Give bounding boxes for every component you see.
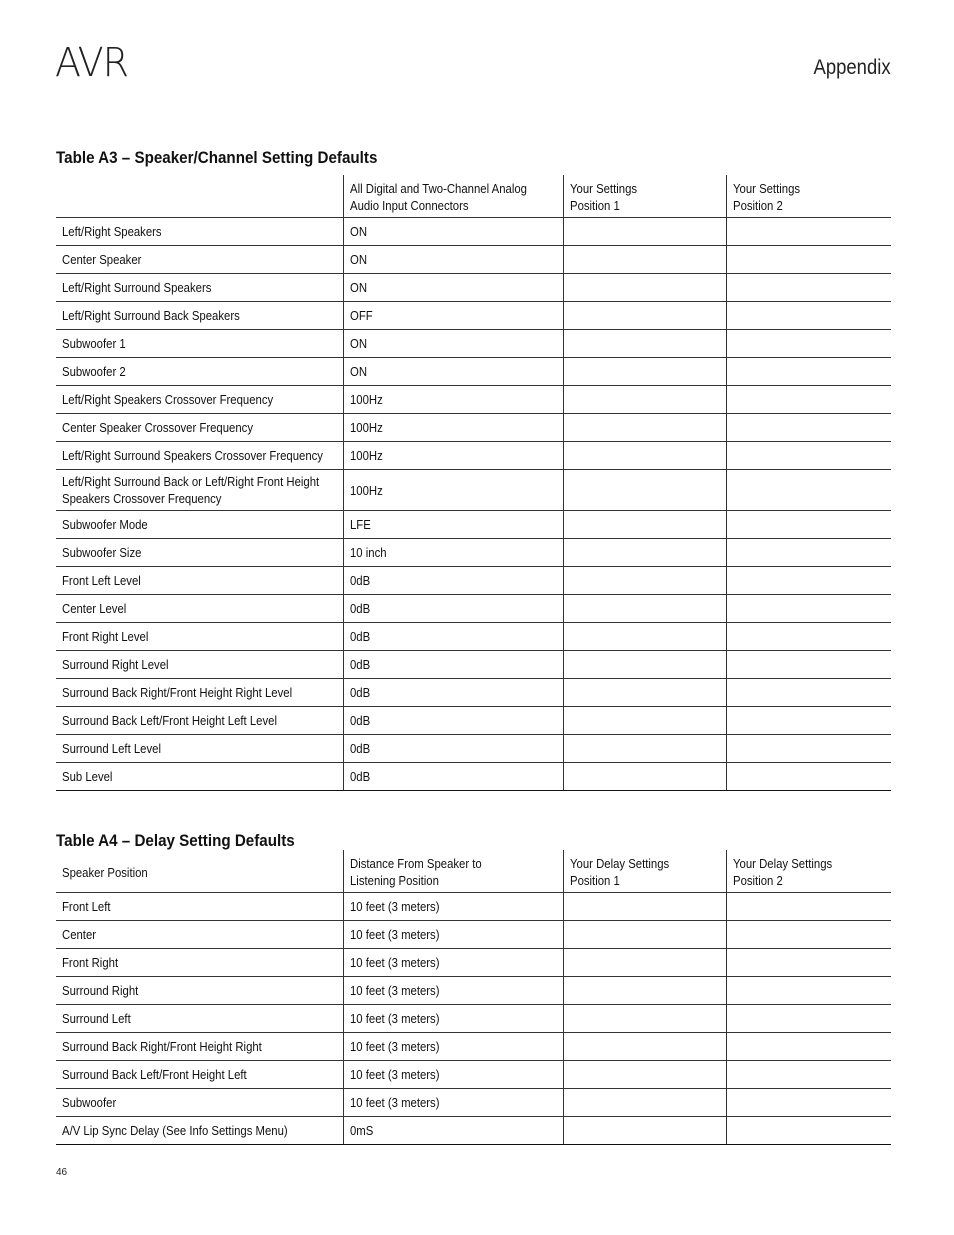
cell-settings-position-1 [563,386,726,414]
cell-settings-position-1 [563,1117,726,1145]
cell-default: 0dB [343,567,563,595]
cell-parameter: Sub Level [56,763,343,791]
table-row [56,386,891,414]
cell-default: 0dB [343,735,563,763]
cell-settings-position-2 [726,386,891,414]
cell-settings-position-2 [726,218,891,246]
cell-default: OFF [343,302,563,330]
table-row [56,893,891,921]
table-row [56,707,891,735]
cell-settings-position-2 [726,651,891,679]
cell-settings-position-1 [563,1089,726,1117]
cell-settings-position-2 [726,442,891,470]
table-row [56,511,891,539]
cell-default: 0dB [343,595,563,623]
cell-parameter: Left/Right Surround Speakers [56,274,343,302]
cell-default: ON [343,274,563,302]
cell-settings-position-2 [726,977,891,1005]
cell-parameter: Subwoofer Mode [56,511,343,539]
cell-default: 10 inch [343,539,563,567]
cell-settings-position-1 [563,623,726,651]
table-row [56,218,891,246]
cell-settings-position-1 [563,1033,726,1061]
cell-settings-position-1 [563,567,726,595]
cell-settings-position-2 [726,511,891,539]
cell-parameter: Surround Back Left/Front Height Left [56,1061,343,1089]
cell-default: 100Hz [343,442,563,470]
column-header-settings-position-2: Your Delay Settings Position 2 [726,850,891,893]
cell-parameter: Subwoofer [56,1089,343,1117]
cell-parameter: Front Right Level [56,623,343,651]
cell-default: 0dB [343,623,563,651]
cell-parameter: Surround Left Level [56,735,343,763]
cell-default: 0dB [343,707,563,735]
table-row [56,1033,891,1061]
column-header-settings-position-1: Your Delay Settings Position 1 [563,850,726,893]
table-row [56,1117,891,1145]
table-row [56,1005,891,1033]
cell-default: 10 feet (3 meters) [343,1061,563,1089]
table-row [56,358,891,386]
cell-settings-position-2 [726,539,891,567]
cell-parameter: Surround Right Level [56,651,343,679]
cell-parameter: Center Level [56,595,343,623]
table-row [56,330,891,358]
cell-parameter: Left/Right Surround Speakers Crossover Frequency [56,442,343,470]
cell-settings-position-1 [563,274,726,302]
cell-settings-position-1 [563,707,726,735]
cell-settings-position-1 [563,358,726,386]
table-row [56,1089,891,1117]
table-row [56,470,891,511]
cell-default: 10 feet (3 meters) [343,977,563,1005]
cell-settings-position-2 [726,1117,891,1145]
cell-parameter: A/V Lip Sync Delay (See Info Settings Menu) [56,1117,343,1145]
cell-settings-position-2 [726,893,891,921]
cell-settings-position-2 [726,330,891,358]
cell-default: 10 feet (3 meters) [343,921,563,949]
cell-settings-position-2 [726,470,891,511]
cell-settings-position-1 [563,893,726,921]
cell-parameter: Front Left [56,893,343,921]
table-row [56,302,891,330]
cell-default: 10 feet (3 meters) [343,949,563,977]
cell-settings-position-1 [563,470,726,511]
cell-parameter: Left/Right Surround Back or Left/Right Front Height Speakers Crossover Frequency [56,470,343,511]
cell-settings-position-2 [726,1033,891,1061]
cell-parameter: Surround Right [56,977,343,1005]
cell-parameter: Left/Right Speakers Crossover Frequency [56,386,343,414]
column-header-default: Distance From Speaker to Listening Position [343,850,563,893]
cell-parameter: Left/Right Speakers [56,218,343,246]
cell-default: 100Hz [343,386,563,414]
cell-default: ON [343,246,563,274]
table-row [56,921,891,949]
cell-default: 0dB [343,763,563,791]
table-row [56,595,891,623]
cell-parameter: Center Speaker Crossover Frequency [56,414,343,442]
cell-settings-position-2 [726,735,891,763]
cell-default: 100Hz [343,470,563,511]
column-header-settings-position-1: Your Settings Position 1 [563,175,726,218]
cell-settings-position-1 [563,949,726,977]
cell-settings-position-1 [563,539,726,567]
cell-settings-position-1 [563,511,726,539]
table-row [56,651,891,679]
cell-parameter: Surround Back Left/Front Height Left Level [56,707,343,735]
table-row [56,414,891,442]
cell-settings-position-2 [726,1005,891,1033]
cell-default: 0dB [343,651,563,679]
table-header-row [56,850,891,893]
cell-settings-position-2 [726,595,891,623]
cell-default: 10 feet (3 meters) [343,1033,563,1061]
table-a3-title: Table A3 – Speaker/Channel Setting Defaults [56,149,378,167]
cell-settings-position-2 [726,358,891,386]
cell-parameter: Subwoofer 1 [56,330,343,358]
cell-settings-position-1 [563,414,726,442]
cell-settings-position-1 [563,302,726,330]
cell-settings-position-1 [563,735,726,763]
cell-default: 10 feet (3 meters) [343,1005,563,1033]
table-a4 [56,850,891,1145]
cell-default: ON [343,358,563,386]
table-row [56,679,891,707]
cell-settings-position-1 [563,977,726,1005]
cell-settings-position-2 [726,567,891,595]
cell-settings-position-1 [563,1061,726,1089]
table-a4-title: Table A4 – Delay Setting Defaults [56,832,295,850]
cell-default: ON [343,330,563,358]
cell-settings-position-1 [563,921,726,949]
cell-default: 0dB [343,679,563,707]
cell-parameter: Subwoofer Size [56,539,343,567]
cell-parameter: Surround Back Right/Front Height Right [56,1033,343,1061]
table-row [56,1061,891,1089]
cell-parameter: Center Speaker [56,246,343,274]
page-number: 46 [56,1167,68,1178]
cell-parameter: Front Left Level [56,567,343,595]
table-row [56,567,891,595]
table-row [56,623,891,651]
cell-parameter: Front Right [56,949,343,977]
cell-settings-position-1 [563,330,726,358]
cell-settings-position-2 [726,623,891,651]
column-header-default: All Digital and Two-Channel Analog Audio Input Connectors [343,175,563,218]
table-row [56,763,891,791]
table-header-row [56,175,891,218]
cell-default: ON [343,218,563,246]
cell-settings-position-2 [726,1089,891,1117]
table-row [56,977,891,1005]
table-row [56,735,891,763]
cell-parameter: Left/Right Surround Back Speakers [56,302,343,330]
cell-settings-position-1 [563,651,726,679]
cell-settings-position-1 [563,595,726,623]
column-header-parameter: Speaker Position [56,850,343,893]
cell-parameter: Subwoofer 2 [56,358,343,386]
table-row [56,246,891,274]
cell-settings-position-1 [563,246,726,274]
cell-parameter: Surround Left [56,1005,343,1033]
cell-settings-position-2 [726,414,891,442]
cell-settings-position-2 [726,302,891,330]
table-a3 [56,175,891,791]
cell-settings-position-1 [563,679,726,707]
column-header-settings-position-2: Your Settings Position 2 [726,175,891,218]
table-row [56,442,891,470]
table-row [56,949,891,977]
cell-settings-position-2 [726,1061,891,1089]
cell-default: 10 feet (3 meters) [343,1089,563,1117]
cell-default: 0mS [343,1117,563,1145]
cell-parameter: Center [56,921,343,949]
cell-settings-position-2 [726,763,891,791]
cell-default: 10 feet (3 meters) [343,893,563,921]
table-row [56,539,891,567]
cell-parameter: Surround Back Right/Front Height Right Level [56,679,343,707]
cell-settings-position-2 [726,921,891,949]
cell-settings-position-2 [726,949,891,977]
cell-default: LFE [343,511,563,539]
cell-settings-position-1 [563,1005,726,1033]
cell-settings-position-2 [726,246,891,274]
cell-settings-position-1 [563,218,726,246]
cell-settings-position-1 [563,763,726,791]
column-header-parameter [56,175,343,218]
avr-logo: AVR [55,40,129,86]
cell-settings-position-2 [726,707,891,735]
section-title: Appendix [813,56,891,79]
table-row [56,274,891,302]
cell-settings-position-2 [726,679,891,707]
cell-settings-position-2 [726,274,891,302]
cell-settings-position-1 [563,442,726,470]
cell-default: 100Hz [343,414,563,442]
